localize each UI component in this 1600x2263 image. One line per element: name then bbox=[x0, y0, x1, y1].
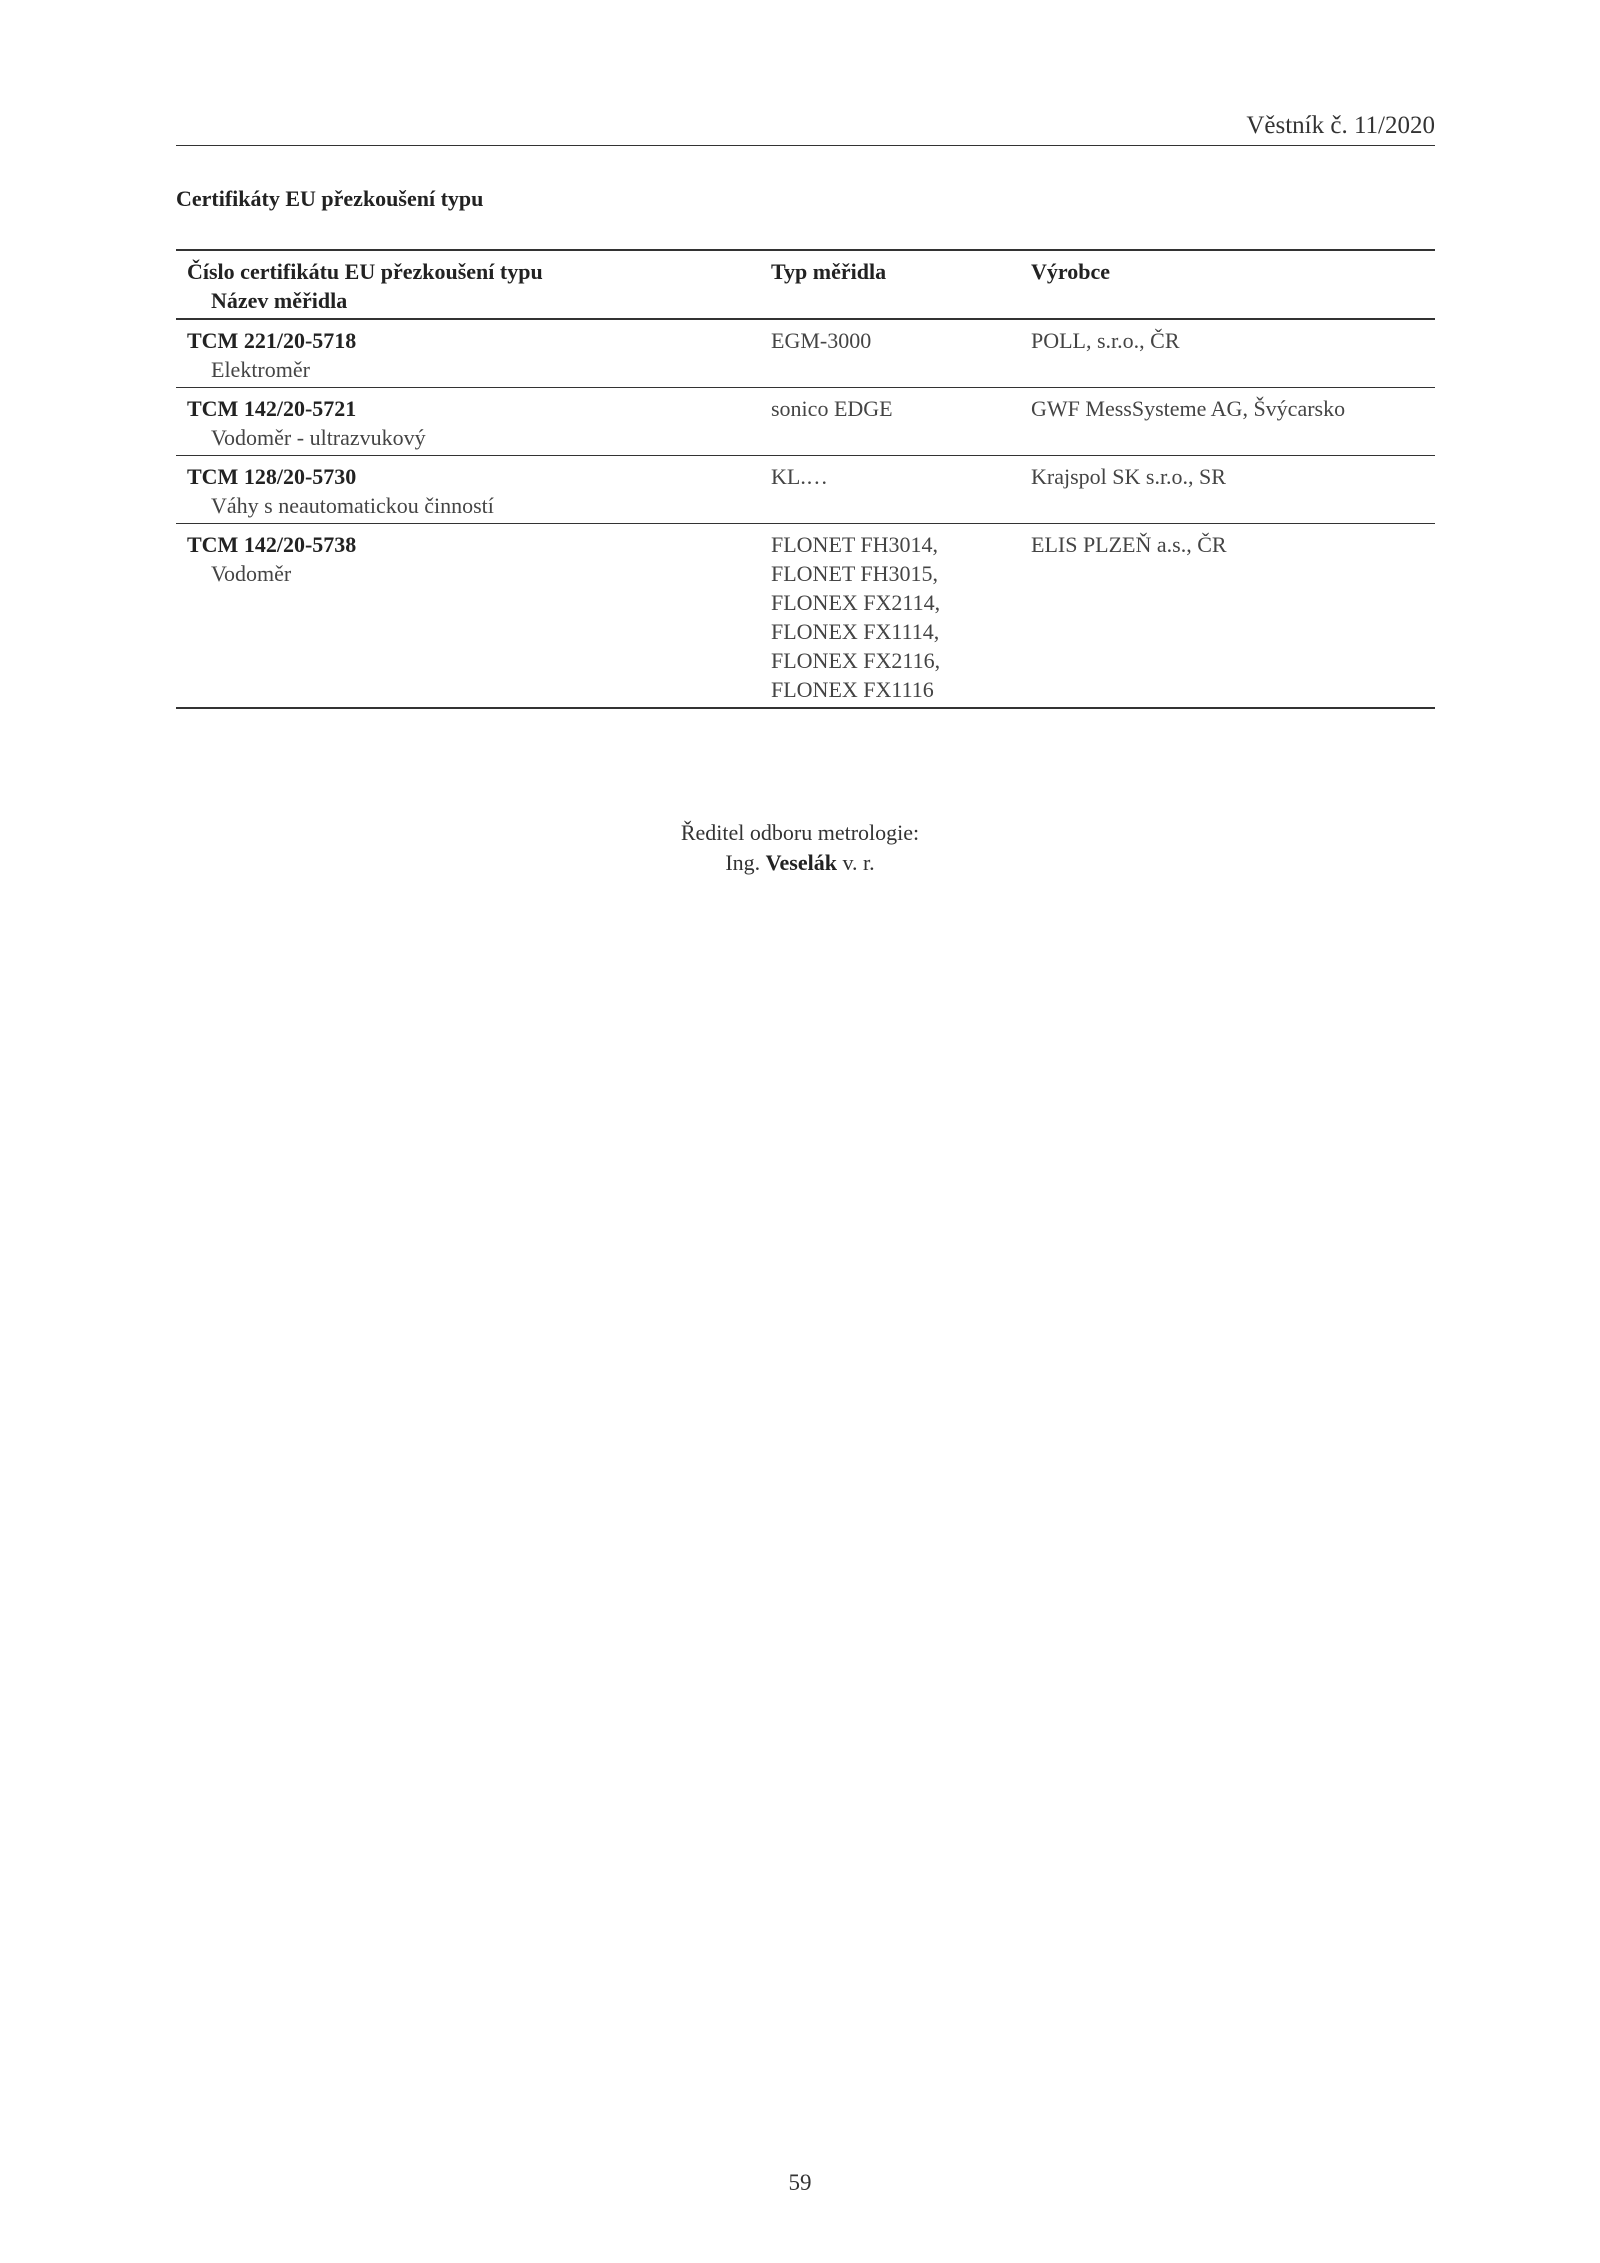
certificates-table bbox=[176, 249, 1435, 709]
cert-number: TCM 221/20-5718 bbox=[187, 328, 357, 353]
signature-prefix: Ing. bbox=[725, 850, 761, 875]
header-cert-number-cell bbox=[176, 250, 771, 319]
signature-suffix: v. r. bbox=[842, 850, 875, 875]
cert-number: TCM 142/20-5721 bbox=[187, 396, 357, 421]
instrument-name: Vodoměr - ultrazvukový bbox=[211, 425, 426, 450]
signature-name: Veselák bbox=[765, 850, 837, 875]
bulletin-title: Věstník č. 11/2020 bbox=[1246, 112, 1435, 139]
manufacturer: Krajspol SK s.r.o., SR bbox=[1031, 464, 1226, 489]
manufacturer: POLL, s.r.o., ČR bbox=[1031, 328, 1180, 353]
instrument-type: FLONET FH3014, bbox=[771, 532, 939, 557]
instrument-type: FLONEX FX2114, bbox=[771, 590, 941, 615]
table-header-row bbox=[176, 250, 1435, 319]
instrument-name: Vodoměr bbox=[211, 561, 292, 586]
cert-cell bbox=[176, 388, 771, 456]
type-cell bbox=[771, 388, 1031, 456]
table-row bbox=[176, 524, 1435, 709]
manufacturer: GWF MessSysteme AG, Švýcarsko bbox=[1031, 396, 1346, 421]
instrument-type: EGM-3000 bbox=[771, 328, 872, 353]
header-divider bbox=[176, 145, 1435, 146]
instrument-type: FLONEX FX1114, bbox=[771, 619, 940, 644]
page-number: 59 bbox=[788, 2170, 812, 2195]
instrument-type: sonico EDGE bbox=[771, 396, 893, 421]
instrument-name: Váhy s neautomatickou činností bbox=[211, 493, 494, 518]
cert-number: TCM 128/20-5730 bbox=[187, 464, 357, 489]
type-cell bbox=[771, 456, 1031, 524]
table-row bbox=[176, 388, 1435, 456]
instrument-type: KL.… bbox=[771, 464, 828, 489]
type-cell bbox=[771, 524, 1031, 709]
signature-block bbox=[0, 818, 1600, 878]
header-manufacturer: Výrobce bbox=[1031, 259, 1111, 284]
instrument-name: Elektroměr bbox=[211, 357, 310, 382]
cert-number: TCM 142/20-5738 bbox=[187, 532, 357, 557]
header-instrument-name: Název měřidla bbox=[211, 288, 348, 313]
header-cert-number: Číslo certifikátu EU přezkoušení typu bbox=[187, 259, 543, 284]
table-row bbox=[176, 456, 1435, 524]
instrument-type: FLONET FH3015, bbox=[771, 561, 939, 586]
cert-cell bbox=[176, 319, 771, 388]
type-cell bbox=[771, 319, 1031, 388]
cert-cell bbox=[176, 524, 771, 709]
header-type: Typ měřidla bbox=[771, 259, 887, 284]
table-row bbox=[176, 319, 1435, 388]
cert-cell bbox=[176, 456, 771, 524]
instrument-type: FLONEX FX2116, bbox=[771, 648, 941, 673]
manufacturer: ELIS PLZEŇ a.s., ČR bbox=[1031, 532, 1227, 557]
section-title: Certifikáty EU přezkoušení typu bbox=[176, 186, 484, 211]
signature-name-line bbox=[0, 848, 1600, 878]
instrument-type: FLONEX FX1116 bbox=[771, 677, 934, 702]
signature-role: Ředitel odboru metrologie: bbox=[680, 820, 920, 845]
